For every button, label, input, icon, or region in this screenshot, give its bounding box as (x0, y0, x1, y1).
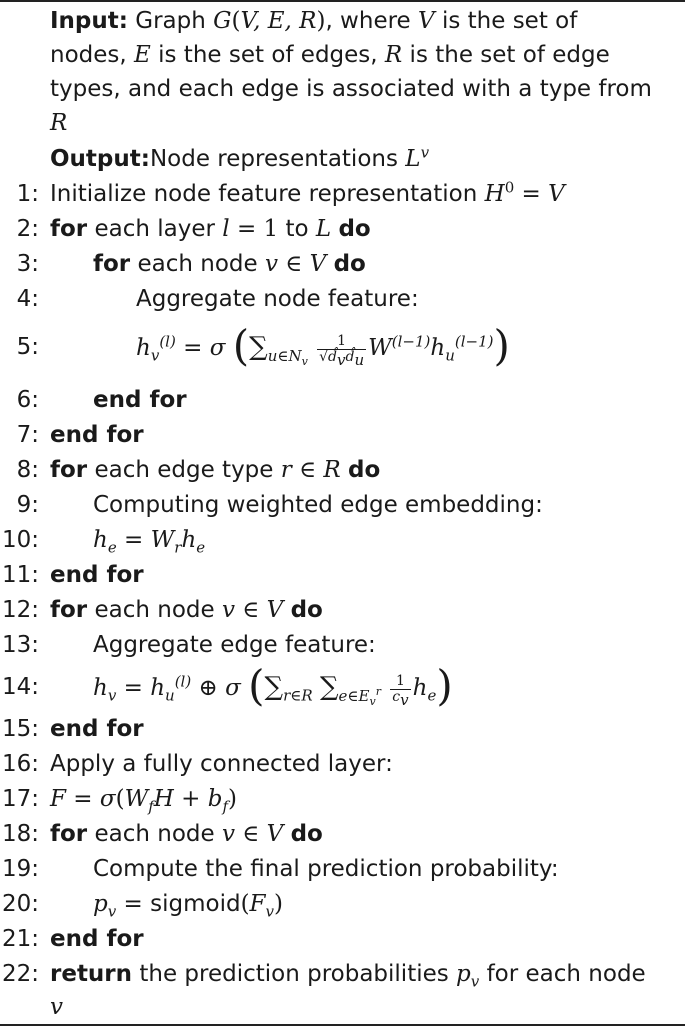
line-content: for each node v ∈ V do (50, 821, 323, 847)
algo-line-2 (0, 212, 685, 246)
algo-line-10 (0, 523, 685, 557)
input-text-2: nodes, E is the set of edges, R is the set of edge (50, 42, 610, 68)
algo-line-22-cont (0, 990, 685, 1024)
line-content: $F = \sigma(W_fH + b_f)$ (50, 786, 238, 816)
input-line-3 (0, 72, 685, 106)
line-content: end for (50, 926, 144, 952)
line-number: 21: (1, 926, 39, 952)
output-line (0, 142, 685, 176)
line-content: Apply a fully connected layer: (50, 751, 393, 777)
algo-line-13 (0, 628, 685, 662)
algo-line-22 (0, 957, 685, 991)
line-content: for each node v ∈ V do (93, 251, 366, 277)
line-content: end for (50, 562, 144, 588)
line-number: 2: (16, 216, 39, 242)
line-number: 5: (16, 334, 39, 360)
line-content: for each edge type r ∈ R do (50, 457, 381, 483)
input-label: Input: (50, 8, 128, 34)
line-number: 13: (1, 632, 39, 658)
algo-line-19 (0, 852, 685, 886)
line-content: Compute the final prediction probability: (93, 856, 559, 882)
line-number: 4: (16, 286, 39, 312)
line-content: $h_e = W_rh_e$ (93, 527, 206, 557)
line-content: Initialize node feature representation $H^0 = V$ (50, 178, 565, 207)
algo-line-11 (0, 558, 685, 592)
line-content: $p_v$ = $sigmoid(F_v)$ (93, 891, 283, 921)
line-number: 15: (1, 716, 39, 742)
line-number: 6: (16, 387, 39, 413)
output-text: Output:Node representations $L^v$ (50, 143, 430, 172)
output-label: Output: (50, 146, 150, 172)
line-content: $h_v^{(l)} = \sigma$ ($\sum_{u\in N_v}$ $\frac{1}{√d̂_vd̂_u}$ $W^{(l-1)}h_u^{(l-1)}$) (136, 321, 510, 370)
algo-line-12 (0, 593, 685, 627)
line-content: end for (50, 422, 144, 448)
algo-line-9 (0, 488, 685, 522)
line-number: 3: (16, 251, 39, 277)
line-number: 20: (1, 891, 39, 917)
algo-line-1 (0, 177, 685, 211)
line-number: 11: (1, 562, 39, 588)
line-number: 22: (1, 961, 39, 987)
line-content-cont: v (50, 994, 63, 1020)
line-number: 1: (16, 181, 39, 207)
line-content: for each node v ∈ V do (50, 597, 323, 623)
algo-line-14 (0, 661, 685, 710)
input-text-4: R (50, 110, 68, 136)
line-number: 14: (1, 674, 39, 700)
line-number: 12: (1, 597, 39, 623)
algo-line-5 (0, 321, 685, 370)
algo-line-15 (0, 712, 685, 746)
line-content: Computing weighted edge embedding: (93, 492, 543, 518)
algo-line-7 (0, 418, 685, 452)
line-content: Aggregate node feature: (136, 286, 419, 312)
top-rule (0, 0, 685, 2)
algo-line-21 (0, 922, 685, 956)
line-number: 17: (1, 786, 39, 812)
input-line-2 (0, 38, 685, 72)
line-content: end for (93, 387, 187, 413)
line-number: 18: (1, 821, 39, 847)
algo-line-6 (0, 383, 685, 417)
line-number: 8: (16, 457, 39, 483)
algo-line-20 (0, 887, 685, 921)
algo-line-3 (0, 247, 685, 281)
line-content: $h_v = h_u^{(l)}$ ⊕ σ ($\sum_{r\in R}$ $\sum_{e\in E_v^r}$ $\frac{1}{c_v}$ $h_e$) (93, 661, 453, 710)
algo-line-18 (0, 817, 685, 851)
line-number: 16: (1, 751, 39, 777)
algo-line-4 (0, 282, 685, 316)
line-number: 19: (1, 856, 39, 882)
input-text-3: types, and each edge is associated with a type from (50, 76, 652, 102)
algo-line-16 (0, 747, 685, 781)
line-number: 7: (16, 422, 39, 448)
line-number: 9: (16, 492, 39, 518)
input-text-1: Input: Graph G(V, E, R), where V is the set of (50, 8, 578, 34)
line-content: Aggregate edge feature: (93, 632, 376, 658)
line-content: end for (50, 716, 144, 742)
algo-line-17 (0, 782, 685, 816)
line-number: 10: (1, 527, 39, 553)
line-content: for each layer l = 1 to L do (50, 216, 371, 242)
line-content: return the prediction probabilities $p_v$ for each node (50, 961, 646, 991)
bottom-rule (0, 1024, 685, 1026)
algo-line-8 (0, 453, 685, 487)
input-line-1 (0, 4, 685, 38)
input-line-4 (0, 106, 685, 140)
